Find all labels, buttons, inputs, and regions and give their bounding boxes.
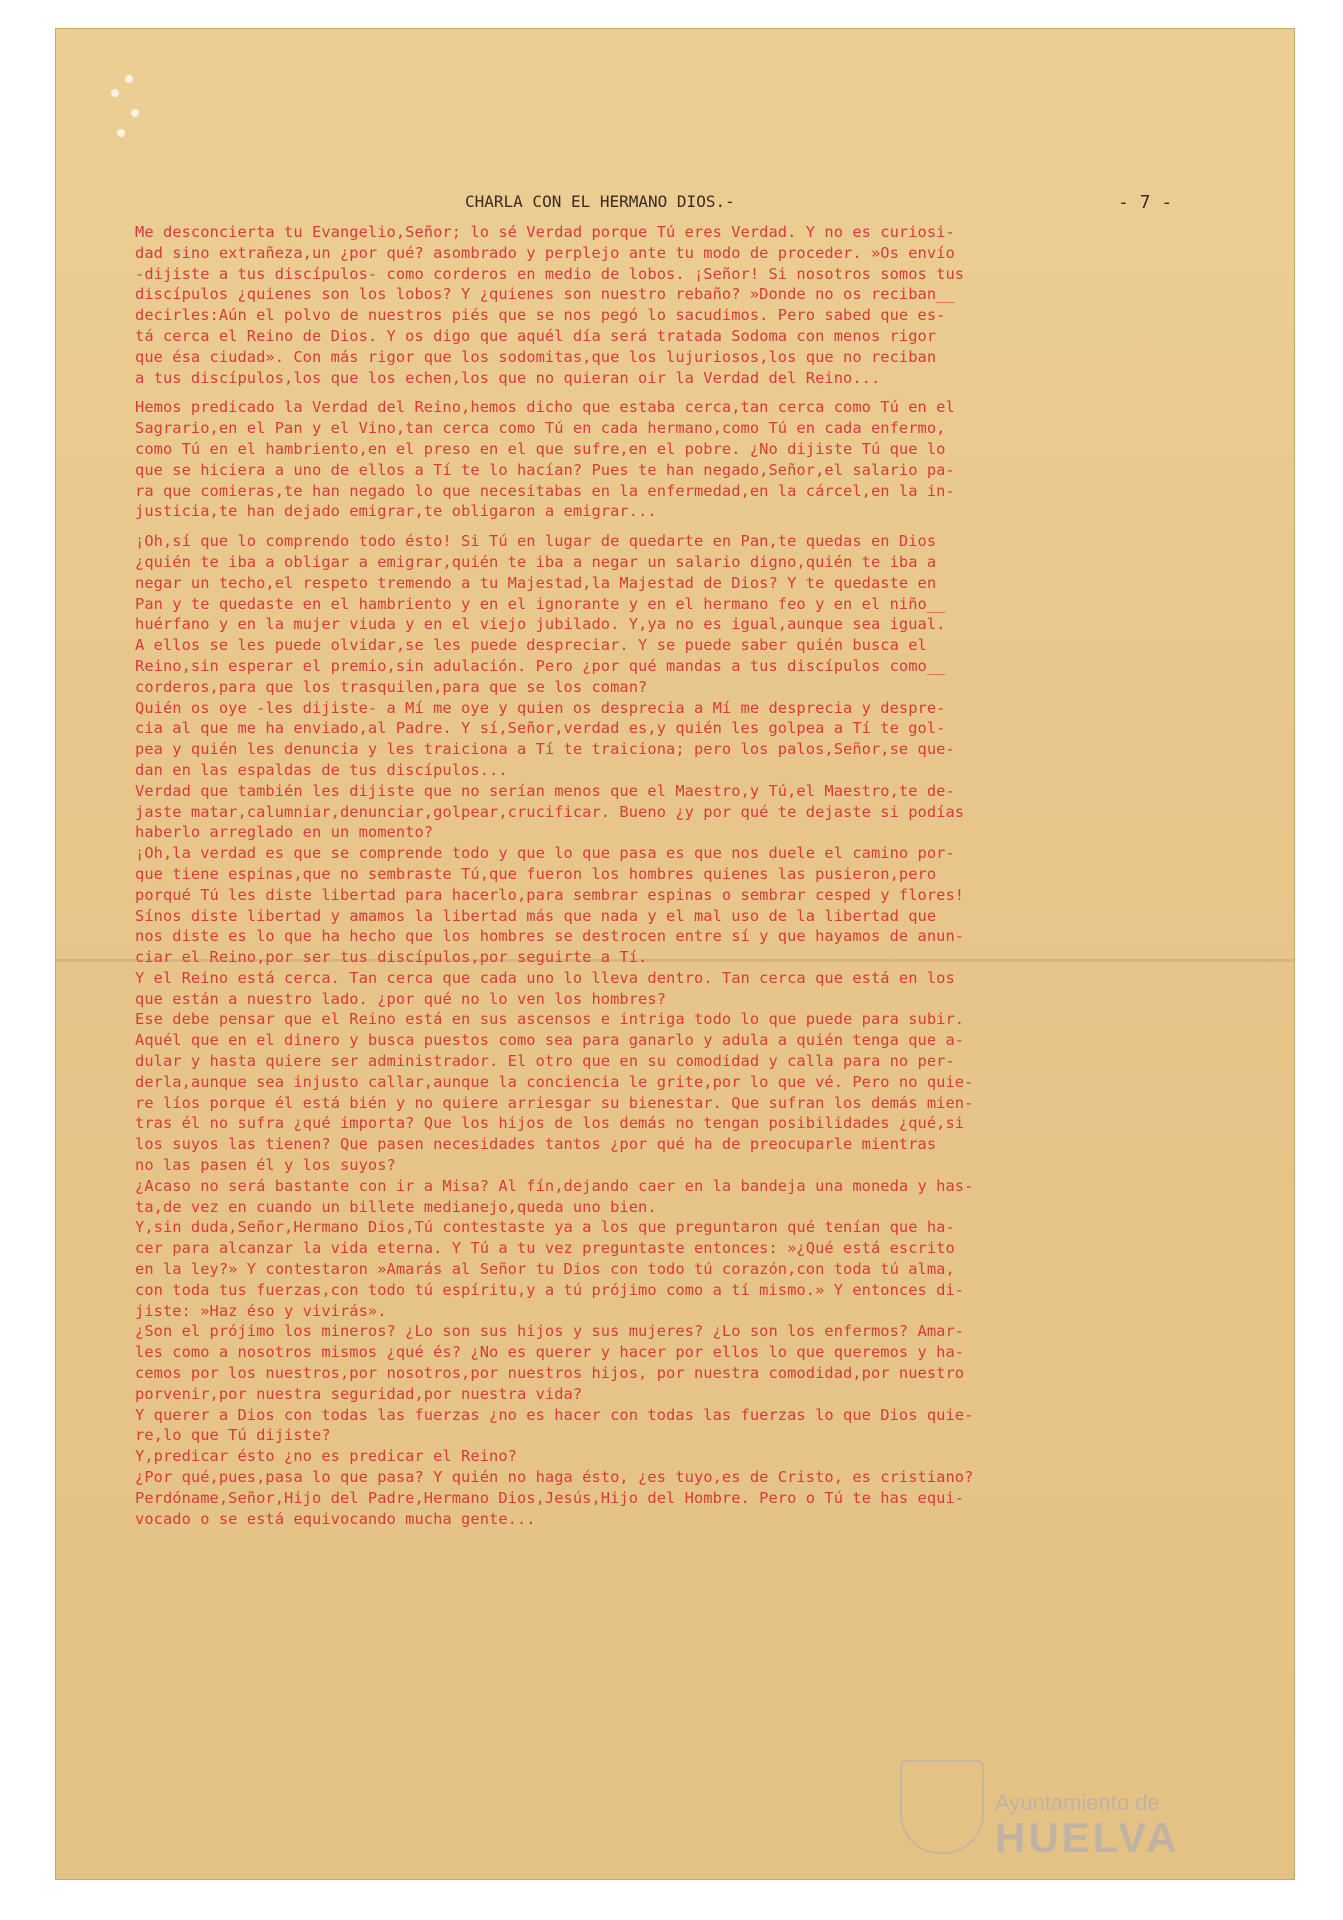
text-line: ¿Acaso no será bastante con ir a Misa? Al fín,dejando caer en la bandeja una moneda y has- [135, 1176, 974, 1195]
text-line: que se hiciera a uno de ellos a Tí te lo hacían? Pues te han negado,Señor,el salario pa- [135, 460, 955, 479]
text-line: porqué Tú les diste libertad para hacerlo,para sembrar espinas o sembrar cesped y flores! [135, 885, 965, 904]
text-line: a tus discípulos,los que los echen,los que no quieran oir la Verdad del Reino... [135, 368, 881, 387]
text-line: Verdad que también les dijiste que no serían menos que el Maestro,y Tú,el Maestro,te de- [135, 781, 955, 800]
text-line: que ésa ciudad». Con más rigor que los sodomitas,que los lujuriosos,los que no reciban [135, 347, 937, 366]
text-line: tá cerca el Reino de Dios. Y os digo que aquél día será tratada Sodoma con menos rigor [135, 326, 937, 345]
text-line: Pan y te quedaste en el hambriento y en el ignorante y en el hermano feo y en el niño__ [135, 594, 946, 613]
text-line: Me desconcierta tu Evangelio,Señor; lo sé Verdad porque Tú eres Verdad. Y no es curiosi- [135, 223, 955, 241]
text-line: Sínos diste libertad y amamos la libertad más que nada y el mal uso de la libertad que [135, 906, 937, 925]
text-line: ¡Oh,la verdad es que se comprende todo y que lo que pasa es que nos duele el camino por- [135, 844, 955, 863]
text-line: con toda tus fuerzas,con todo tú espíritu,y a tú prójimo como a tí mismo.» Y entonces di- [135, 1280, 965, 1299]
text-line: re,lo que Tú dijiste? [135, 1426, 331, 1445]
text-line: -dijiste a tus discípulos- como corderos en medio de lobos. ¡Señor! Si nosotros somos tus [135, 264, 965, 283]
paragraph [135, 222, 1225, 388]
text-line: re líos porque él está bién y no quiere arriesgar su bienestar. Que sufran los demás mien- [135, 1093, 974, 1112]
text-line: ¿quién te iba a obligar a emigrar,quién te iba a negar un salario digno,quién te iba a [135, 552, 937, 571]
text-line: justicia,te han dejado emigrar,te obligaron a emigrar... [135, 502, 657, 521]
text-line: dad sino extrañeza,un ¿por qué? asombrado y perplejo ante tu modo de proceder. »Os envío [135, 243, 955, 262]
punch-holes [111, 69, 141, 159]
page-number: - 7 - [1118, 192, 1173, 213]
text-line: ta,de vez en cuando un billete medianejo,queda uno bien. [135, 1197, 657, 1216]
text-line: haberlo arreglado en un momento? [135, 823, 434, 842]
text-line: ¿Por qué,pues,pasa lo que pasa? Y quién no haga ésto, ¿es tuyo,es de Cristo, es cristiano? [135, 1468, 974, 1487]
watermark-line-2: HUELVA [995, 1814, 1180, 1861]
text-line: Sagrario,en el Pan y el Vino,tan cerca como Tú en cada hermano,como Tú en cada enfermo, [135, 419, 946, 438]
text-line: Reino,sin esperar el premio,sin adulación. Pero ¿por qué mandas a tus discípulos como__ [135, 656, 946, 675]
text-line: Perdóname,Señor,Hijo del Padre,Hermano Dios,Jesús,Hijo del Hombre. Pero o Tú te has equi- [135, 1488, 965, 1507]
text-line: Y querer a Dios con todas las fuerzas ¿no es hacer con todas las fuerzas lo que Dios quie- [135, 1405, 974, 1424]
text-line: Quién os oye -les dijiste- a Mí me oye y quien os desprecia a Mí me desprecia y despre- [135, 698, 946, 717]
text-line: Hemos predicado la Verdad del Reino,hemos dicho que estaba cerca,tan cerca como Tú en el [135, 398, 955, 417]
text-line: cer para alcanzar la vida eterna. Y Tú a tu vez preguntaste entonces: »¿Qué está escrito [135, 1239, 955, 1258]
text-line: pea y quién les denuncia y les traiciona a Tí te traiciona; pero los palos,Señor,se que- [135, 740, 955, 759]
text-line: tras él no sufra ¿qué importa? Que los hijos de los demás no tengan posibilidades ¿qué,si [135, 1114, 965, 1133]
page-header [0, 192, 1343, 218]
text-line: A ellos se les puede olvidar,se les puede despreciar. Y se puede saber quién busca el [135, 636, 927, 655]
text-line: que están a nuestro lado. ¿por qué no lo ven los hombres? [135, 989, 667, 1008]
text-line: dular y hasta quiere ser administrador. El otro que en su comodidad y calla para no per- [135, 1052, 955, 1071]
text-line: discípulos ¿quienes son los lobos? Y ¿quienes son nuestro rebaño? »Donde no os reciban__ [135, 285, 955, 304]
text-line: Aquél que en el dinero y busca puestos como sea para ganarlo y adula a quién tenga que a- [135, 1031, 965, 1050]
text-line: corderos,para que los trasquilen,para que se los coman? [135, 677, 648, 696]
paragraph [135, 397, 1225, 522]
text-line: decirles:Aún el polvo de nuestros piés que se nos pegó lo sacudimos. Pero sabed que es- [135, 306, 946, 325]
text-line: negar un techo,el respeto tremendo a tu Majestad,la Majestad de Dios? Y te quedaste en [135, 573, 937, 592]
text-line: dan en las espaldas de tus discípulos... [135, 760, 508, 779]
text-line: huérfano y en la mujer viuda y en el viejo jubilado. Y,ya no es igual,aunque sea igual. [135, 615, 946, 634]
text-line: les como a nosotros mismos ¿qué és? ¿No es querer y hacer por ellos lo que queremos y ha- [135, 1343, 965, 1362]
text-line: jiste: »Haz éso y vivirás». [135, 1301, 387, 1320]
text-line: Y,sin duda,Señor,Hermano Dios,Tú contestaste ya a los que preguntaron qué tenían que ha- [135, 1218, 955, 1237]
text-line: que tiene espinas,que no sembraste Tú,que fueron los hombres quienes las pusieron,pero [135, 864, 937, 883]
text-line: Y el Reino está cerca. Tan cerca que cada uno lo lleva dentro. Tan cerca que está en los [135, 968, 955, 987]
watermark-line-1: Ayuntamiento de [995, 1790, 1160, 1815]
text-line: ¿Son el prójimo los mineros? ¿Lo son sus hijos y sus mujeres? ¿Lo son los enfermos? Amar- [135, 1322, 965, 1341]
coat-of-arms-icon [900, 1760, 984, 1854]
text-line: Y,predicar ésto ¿no es predicar el Reino? [135, 1447, 517, 1466]
text-line: ra que comieras,te han negado lo que necesitabas en la enfermedad,en la cárcel,en la in- [135, 481, 955, 500]
paragraph [135, 531, 1225, 1529]
text-line: como Tú en el hambriento,en el preso en el que sufre,en el pobre. ¿No dijiste Tú que lo [135, 439, 946, 458]
text-line: vocado o se está equivocando mucha gente... [135, 1509, 536, 1528]
text-line: porvenir,por nuestra seguridad,por nuestra vida? [135, 1384, 583, 1403]
text-line: los suyos las tienen? Que pasen necesidades tantos ¿por qué ha de preocuparle mientras [135, 1135, 937, 1154]
text-line: jaste matar,calumniar,denunciar,golpear,crucificar. Bueno ¿y por qué te dejaste si podías [135, 802, 965, 821]
text-line: ¡Oh,sí que lo comprendo todo ésto! Si Tú en lugar de quedarte en Pan,te quedas en Dios [135, 532, 937, 551]
text-line: cia al que me ha enviado,al Padre. Y sí,Señor,verdad es,y quién les golpea a Tí te gol- [135, 719, 946, 738]
page-title: CHARLA CON EL HERMANO DIOS.- [465, 192, 735, 211]
document-body [135, 222, 1225, 1782]
text-line: en la ley?» Y contestaron »Amarás al Señor tu Dios con todo tú corazón,con toda tú alma, [135, 1260, 955, 1279]
text-line: Ese debe pensar que el Reino está en sus ascensos e intriga todo lo que puede para subir. [135, 1010, 965, 1029]
text-line: ciar el Reino,por ser tus discípulos,por seguirte a Tí. [135, 948, 648, 967]
text-line: cemos por los nuestros,por nosotros,por nuestros hijos, por nuestra comodidad,por nuestro [135, 1364, 965, 1383]
text-line: derla,aunque sea injusto callar,aunque la conciencia le grite,por lo que vé. Pero no quie- [135, 1072, 974, 1091]
text-line: nos diste es lo que ha hecho que los hombres se destrocen entre sí y que hayamos de anun- [135, 927, 965, 946]
text-line: no las pasen él y los suyos? [135, 1156, 396, 1175]
